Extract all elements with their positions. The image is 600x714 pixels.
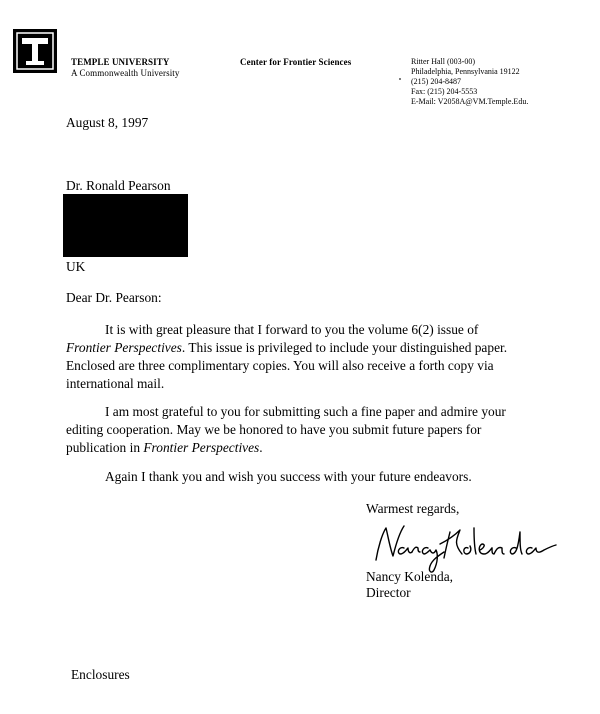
redacted-address-block <box>63 194 188 257</box>
paragraph-1-text-cont: . This issue is privileged to include your distinguished paper. Enclosed are three complimentary copies. You will also receive a forth copy via international mail. <box>66 340 508 391</box>
recipient-name: Dr. Ronald Pearson <box>66 178 171 193</box>
letterhead-address <box>411 57 528 107</box>
email-line: E-Mail: V2058A@VM.Temple.Edu. <box>411 97 529 106</box>
journal-title: Frontier Perspectives <box>66 340 182 355</box>
address-line: Ritter Hall (003-00) <box>411 57 475 66</box>
salutation: Dear Dr. Pearson: <box>66 290 162 305</box>
fax-line: Fax: (215) 204-5553 <box>411 87 478 96</box>
recipient-country: UK <box>66 259 86 274</box>
paragraph-2 <box>66 403 526 457</box>
paragraph-3-text: Again I thank you and wish you success with your future endeavors. <box>105 469 472 484</box>
journal-title: Frontier Perspectives <box>143 440 260 455</box>
letterhead-university <box>71 57 180 78</box>
university-name: TEMPLE UNIVERSITY <box>71 57 170 67</box>
closing: Warmest regards, <box>366 501 460 516</box>
enclosures-note: Enclosures <box>71 667 130 682</box>
paragraph-2-text-cont: . <box>259 440 263 455</box>
signer-name: Nancy Kolenda, <box>366 569 454 584</box>
paragraph-3 <box>66 468 526 486</box>
signer-title: Director <box>366 585 411 600</box>
letter-date: August 8, 1997 <box>66 115 149 130</box>
phone-line: (215) 204-8487 <box>411 77 461 86</box>
scan-speck <box>399 78 401 80</box>
paragraph-1 <box>66 321 526 393</box>
university-tagline: A Commonwealth University <box>71 67 180 78</box>
paragraph-1-text: It is with great pleasure that I forward to you the volume 6(2) issue of <box>105 322 479 337</box>
temple-t-logo-icon <box>13 29 57 73</box>
paragraph-2-text: I am most grateful to you for submitting such a fine paper and admire your editing cooperation. May we be honored to have you submit future papers for publication in <box>66 404 506 455</box>
address-line: Philadelphia, Pennsylvania 19122 <box>411 67 520 76</box>
center-name: Center for Frontier Sciences <box>240 57 352 67</box>
